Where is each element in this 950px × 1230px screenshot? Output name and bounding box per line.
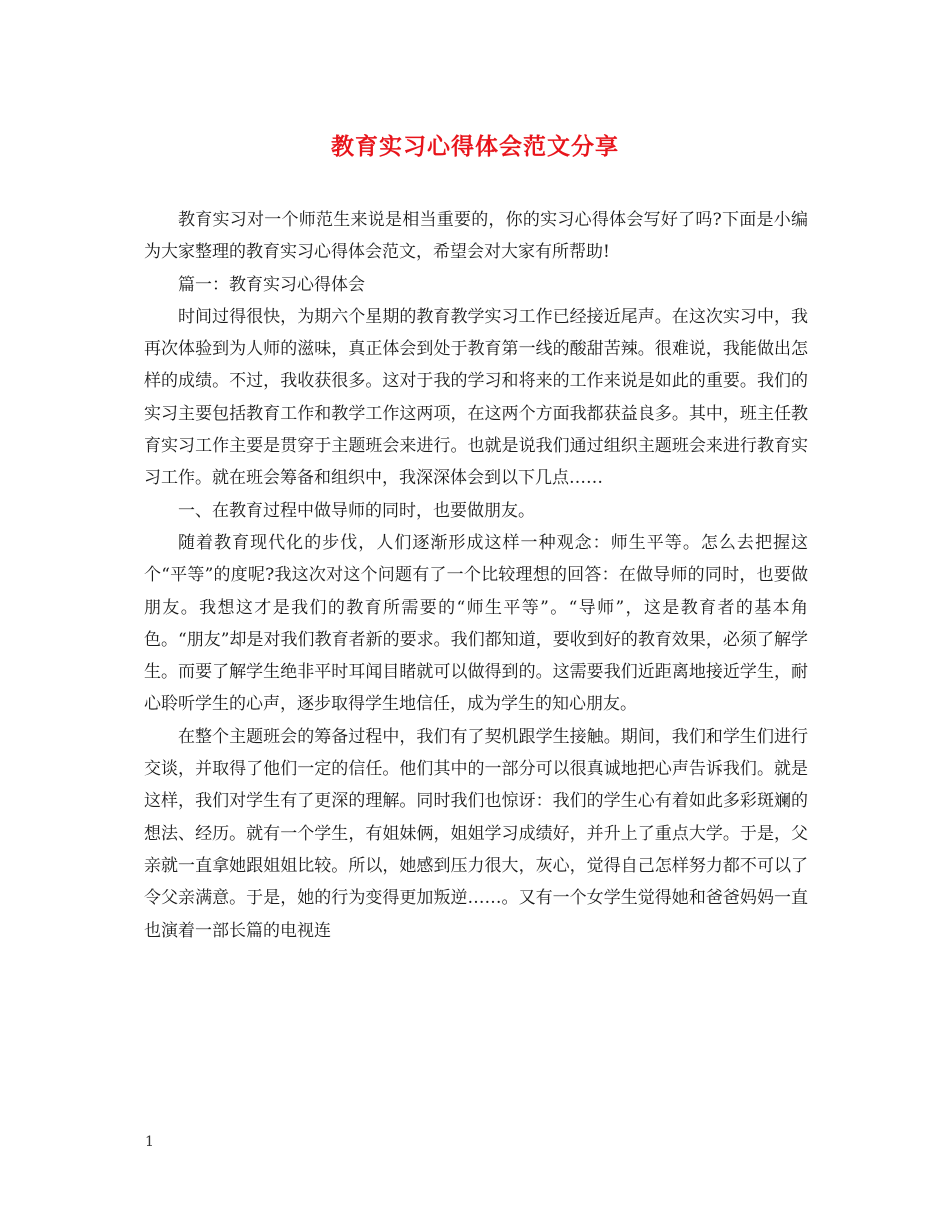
paragraph-body: 在整个主题班会的筹备过程中，我们有了契机跟学生接触。期间，我们和学生们进行交谈，并取得了他们一定的信任。他们其中的一部分可以很真诚地把心声告诉我们。就是这样，我们对学生有了更深的理解。同时我们也惊讶：我们的学生心有着如此多彩斑斓的想法、经历。就有一个学生，有姐妹俩，姐姐学习成绩好，并升上了重点大学。于是，父亲就一直拿她跟姐姐比较。所以，她感到压力很大，灰心，觉得自己怎样努力都不可以了令父亲满意。于是，她的行为变得更加叛逆……。又有一个女学生觉得她和爸爸妈妈一直也演着一部长篇的电视连 (144, 726, 808, 941)
paragraph-body: 时间过得很快，为期六个星期的教育教学实习工作已经接近尾声。在这次实习中，我再次体验到为人师的滋味，真正体会到处于教育第一线的酸甜苦辣。很难说，我能做出怎样的成绩。不过，我收获很多。这对于我的学习和将来的工作来说是如此的重要。我们的实习主要包括教育工作和教学工作这两项，在这两个方面我都获益良多。其中，班主任教育实习工作主要是贯穿于主题班会来进行。也就是说我们通过组织主题班会来进行教育实习工作。就在班会筹备和组织中，我深深体会到以下几点…… (144, 306, 808, 489)
paragraph-body: 随着教育现代化的步伐，人们逐渐形成这样一种观念：师生平等。怎么去把握这个“平等”的度呢?我这次对这个问题有了一个比较理想的回答：在做导师的同时，也要做朋友。我想这才是我们的教育所需要的“师生平等”。“导师”，这是教育者的基本角色。“朋友”却是对我们教育者新的要求。我们都知道，要收到好的教育效果，必须了解学生。而要了解学生绝非平时耳闻目睹就可以做得到的。这需要我们近距离地接近学生，耐心聆听学生的心声，逐步取得学生地信任，成为学生的知心朋友。 (144, 532, 808, 715)
paragraph-intro: 教育实习对一个师范生来说是相当重要的，你的实习心得体会写好了吗?下面是小编为大家整理的教育实习心得体会范文，希望会对大家有所帮助! (144, 210, 808, 263)
paragraph-point-heading: 一、在教育过程中做导师的同时，也要做朋友。 (178, 500, 535, 521)
document-body (144, 204, 808, 947)
document-title: 教育实习心得体会范文分享 (331, 133, 619, 160)
paragraph-section-heading: 篇一：教育实习心得体会 (178, 274, 365, 295)
page-number: 1 (145, 1134, 154, 1150)
